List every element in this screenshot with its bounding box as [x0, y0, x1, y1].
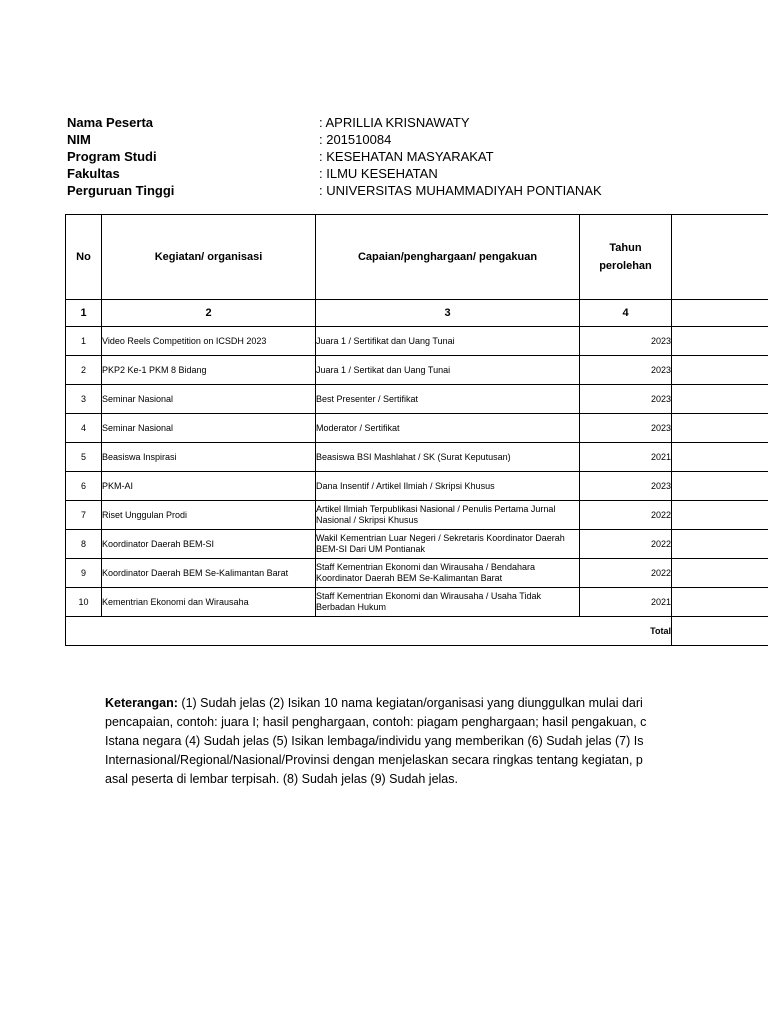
cell-extra [672, 356, 768, 385]
cell-no: 4 [66, 414, 102, 443]
keterangan-line: Istana negara (4) Sudah jelas (5) Isikan lembaga/individu yang memberikan (6) Sudah jelas (7) Is [105, 734, 644, 748]
table-header-row [66, 215, 768, 300]
header-tahun-line1: Tahun [609, 242, 642, 254]
cell-no: 8 [66, 530, 102, 559]
header-no: No [66, 215, 102, 300]
cell-extra [672, 327, 768, 356]
cell-kegiatan: Beasiswa Inspirasi [102, 443, 316, 472]
cell-extra [672, 530, 768, 559]
info-row-nama [67, 114, 707, 131]
info-value: : UNIVERSITAS MUHAMMADIYAH PONTIANAK [319, 183, 602, 198]
cell-kegiatan: Riset Unggulan Prodi [102, 501, 316, 530]
column-number: 4 [580, 300, 672, 327]
cell-no: 6 [66, 472, 102, 501]
table-row [66, 501, 768, 530]
info-label: NIM [67, 132, 91, 147]
keterangan-line: Internasional/Regional/Nasional/Provinsi dengan menjelaskan secara ringkas tentang kegiatan, p [105, 753, 643, 767]
table-row [66, 530, 768, 559]
cell-extra [672, 501, 768, 530]
cell-tahun: 2023 [580, 385, 672, 414]
table-row [66, 385, 768, 414]
info-label: Program Studi [67, 149, 157, 164]
cell-extra [672, 414, 768, 443]
info-label: Perguruan Tinggi [67, 183, 175, 198]
cell-tahun: 2023 [580, 356, 672, 385]
info-value: : ILMU KESEHATAN [319, 166, 438, 181]
cell-kegiatan: Koordinator Daerah BEM-SI [102, 530, 316, 559]
keterangan-line [105, 694, 768, 713]
cell-capaian: Wakil Kementrian Luar Negeri / Sekretaris Koordinator Daerah BEM-SI Dari UM Pontianak [316, 530, 580, 559]
column-number: 3 [316, 300, 580, 327]
cell-extra [672, 588, 768, 617]
cell-kegiatan: Seminar Nasional [102, 414, 316, 443]
table-row [66, 472, 768, 501]
cell-tahun: 2021 [580, 443, 672, 472]
cell-capaian: Moderator / Sertifikat [316, 414, 580, 443]
cell-capaian: Staff Kementrian Ekonomi dan Wirausaha / Bendahara Koordinator Daerah BEM Se-Kalimantan Barat [316, 559, 580, 588]
achievement-table [65, 214, 768, 646]
keterangan-text: (1) Sudah jelas (2) Isikan 10 nama kegiatan/organisasi yang diunggulkan mulai dari [177, 696, 643, 710]
cell-capaian: Juara 1 / Sertikat dan Uang Tunai [316, 356, 580, 385]
total-label: Total [66, 617, 672, 646]
cell-capaian: Beasiswa BSI Mashlahat / SK (Surat Keputusan) [316, 443, 580, 472]
keterangan-note [105, 694, 768, 789]
header-extra [672, 215, 768, 300]
cell-no: 1 [66, 327, 102, 356]
cell-tahun: 2023 [580, 414, 672, 443]
participant-info [67, 114, 707, 199]
cell-kegiatan: Kementrian Ekonomi dan Wirausaha [102, 588, 316, 617]
table-row [66, 356, 768, 385]
cell-tahun: 2023 [580, 472, 672, 501]
keterangan-line: pencapaian, contoh: juara I; hasil penghargaan, contoh: piagam penghargaan; hasil pengakuan, c [105, 715, 647, 729]
cell-capaian: Artikel Ilmiah Terpublikasi Nasional / Penulis Pertama Jurnal Nasional / Skripsi Khusus [316, 501, 580, 530]
cell-tahun: 2023 [580, 327, 672, 356]
table-body [66, 327, 768, 646]
column-number: 2 [102, 300, 316, 327]
cell-kegiatan: Video Reels Competition on ICSDH 2023 [102, 327, 316, 356]
header-tahun-line2: perolehan [599, 260, 652, 272]
cell-no: 10 [66, 588, 102, 617]
header-capaian: Capaian/penghargaan/ pengakuan [316, 215, 580, 300]
column-number: 1 [66, 300, 102, 327]
keterangan-label: Keterangan: [105, 696, 178, 710]
cell-no: 2 [66, 356, 102, 385]
table-row [66, 588, 768, 617]
cell-tahun: 2022 [580, 559, 672, 588]
header-tahun [580, 215, 672, 300]
cell-kegiatan: PKP2 Ke-1 PKM 8 Bidang [102, 356, 316, 385]
table-row [66, 414, 768, 443]
info-value: : 201510084 [319, 132, 392, 147]
table-row [66, 443, 768, 472]
info-row-program-studi [67, 148, 707, 165]
cell-extra [672, 559, 768, 588]
column-number-row [66, 300, 768, 327]
info-label: Nama Peserta [67, 115, 153, 130]
header-kegiatan: Kegiatan/ organisasi [102, 215, 316, 300]
cell-capaian: Juara 1 / Sertifikat dan Uang Tunai [316, 327, 580, 356]
info-value: : KESEHATAN MASYARAKAT [319, 149, 494, 164]
cell-capaian: Best Presenter / Sertifikat [316, 385, 580, 414]
info-row-perguruan-tinggi [67, 182, 707, 199]
cell-no: 5 [66, 443, 102, 472]
cell-no: 3 [66, 385, 102, 414]
cell-kegiatan: Seminar Nasional [102, 385, 316, 414]
cell-no: 7 [66, 501, 102, 530]
info-label: Fakultas [67, 166, 120, 181]
cell-capaian: Dana Insentif / Artikel Ilmiah / Skripsi Khusus [316, 472, 580, 501]
cell-tahun: 2022 [580, 501, 672, 530]
column-number-extra [672, 300, 768, 327]
cell-tahun: 2022 [580, 530, 672, 559]
info-row-fakultas [67, 165, 707, 182]
cell-kegiatan: Koordinator Daerah BEM Se-Kalimantan Barat [102, 559, 316, 588]
total-row [66, 617, 768, 646]
keterangan-line: asal peserta di lembar terpisah. (8) Sudah jelas (9) Sudah jelas. [105, 772, 458, 786]
info-row-nim [67, 131, 707, 148]
cell-capaian: Staff Kementrian Ekonomi dan Wirausaha / Usaha Tidak Berbadan Hukum [316, 588, 580, 617]
info-value: : APRILLIA KRISNAWATY [319, 115, 470, 130]
cell-kegiatan: PKM-AI [102, 472, 316, 501]
cell-extra [672, 443, 768, 472]
table-row [66, 327, 768, 356]
cell-extra [672, 472, 768, 501]
total-value [672, 617, 768, 646]
table-row [66, 559, 768, 588]
cell-no: 9 [66, 559, 102, 588]
cell-tahun: 2021 [580, 588, 672, 617]
cell-extra [672, 385, 768, 414]
